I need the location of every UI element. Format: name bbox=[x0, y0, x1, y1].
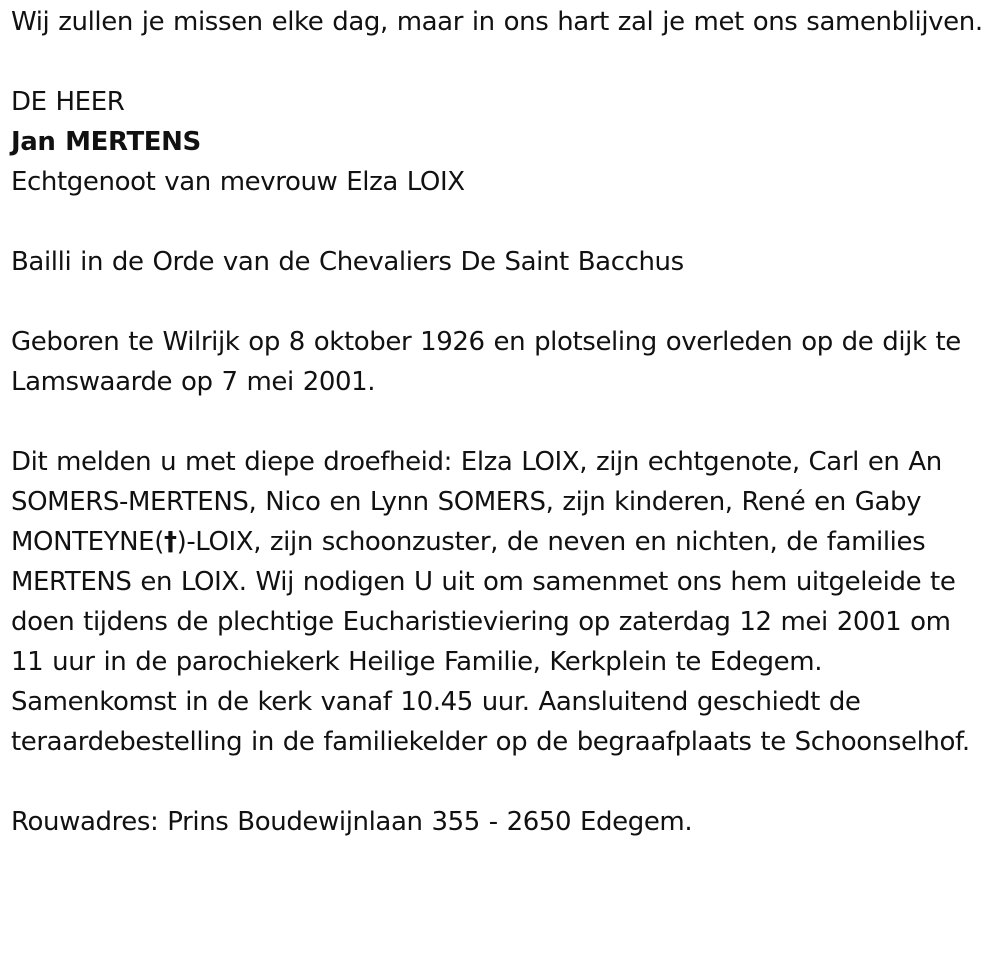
spacer bbox=[11, 762, 986, 802]
spacer bbox=[11, 402, 986, 442]
salutation-text: DE HEER bbox=[11, 87, 125, 117]
deceased-name: Jan MERTENS bbox=[11, 127, 201, 157]
spacer bbox=[11, 42, 986, 82]
announcement-text-part-2: )-LOIX, zijn schoonzuster, de neven en nichten, de families MERTENS en LOIX. Wij nodigen U uit om samenmet ons hem uitgeleide te doen tijdens de plechtige Eucharistieviering op zaterdag 12 mei 2001 om 11 uur in de parochiekerk Heilige Familie, Kerkplein te Edegem. Samenkomst in de kerk vanaf 10.45 uur. Aansluitend geschiedt de teraardebestelling in de familiekelder op de begraafplaats te Schoonselhof. bbox=[11, 527, 970, 757]
obituary-notice bbox=[11, 2, 986, 842]
mourning-address: Rouwadres: Prins Boudewijnlaan 355 - 2650 Edegem. bbox=[11, 807, 693, 837]
cross-icon: † bbox=[163, 527, 177, 557]
announcement-text-part-1: Dit melden u met diepe droefheid: Elza LOIX, zijn echtgenote, Carl en An SOMERS-MERTENS, Nico en Lynn SOMERS, zijn kinderen, René en Gaby MONTEYNE( bbox=[11, 447, 942, 557]
epigraph-text: Wij zullen je missen elke dag, maar in ons hart zal je met ons samenblijven. bbox=[11, 7, 983, 37]
spacer bbox=[11, 282, 986, 322]
announcement-paragraph bbox=[11, 442, 986, 762]
spouse-line: Echtgenoot van mevrouw Elza LOIX bbox=[11, 167, 465, 197]
honorary-title: Bailli in de Orde van de Chevaliers De Saint Bacchus bbox=[11, 247, 684, 277]
spacer bbox=[11, 202, 986, 242]
birth-death-paragraph: Geboren te Wilrijk op 8 oktober 1926 en plotseling overleden op de dijk te Lamswaarde op 7 mei 2001. bbox=[11, 327, 961, 397]
